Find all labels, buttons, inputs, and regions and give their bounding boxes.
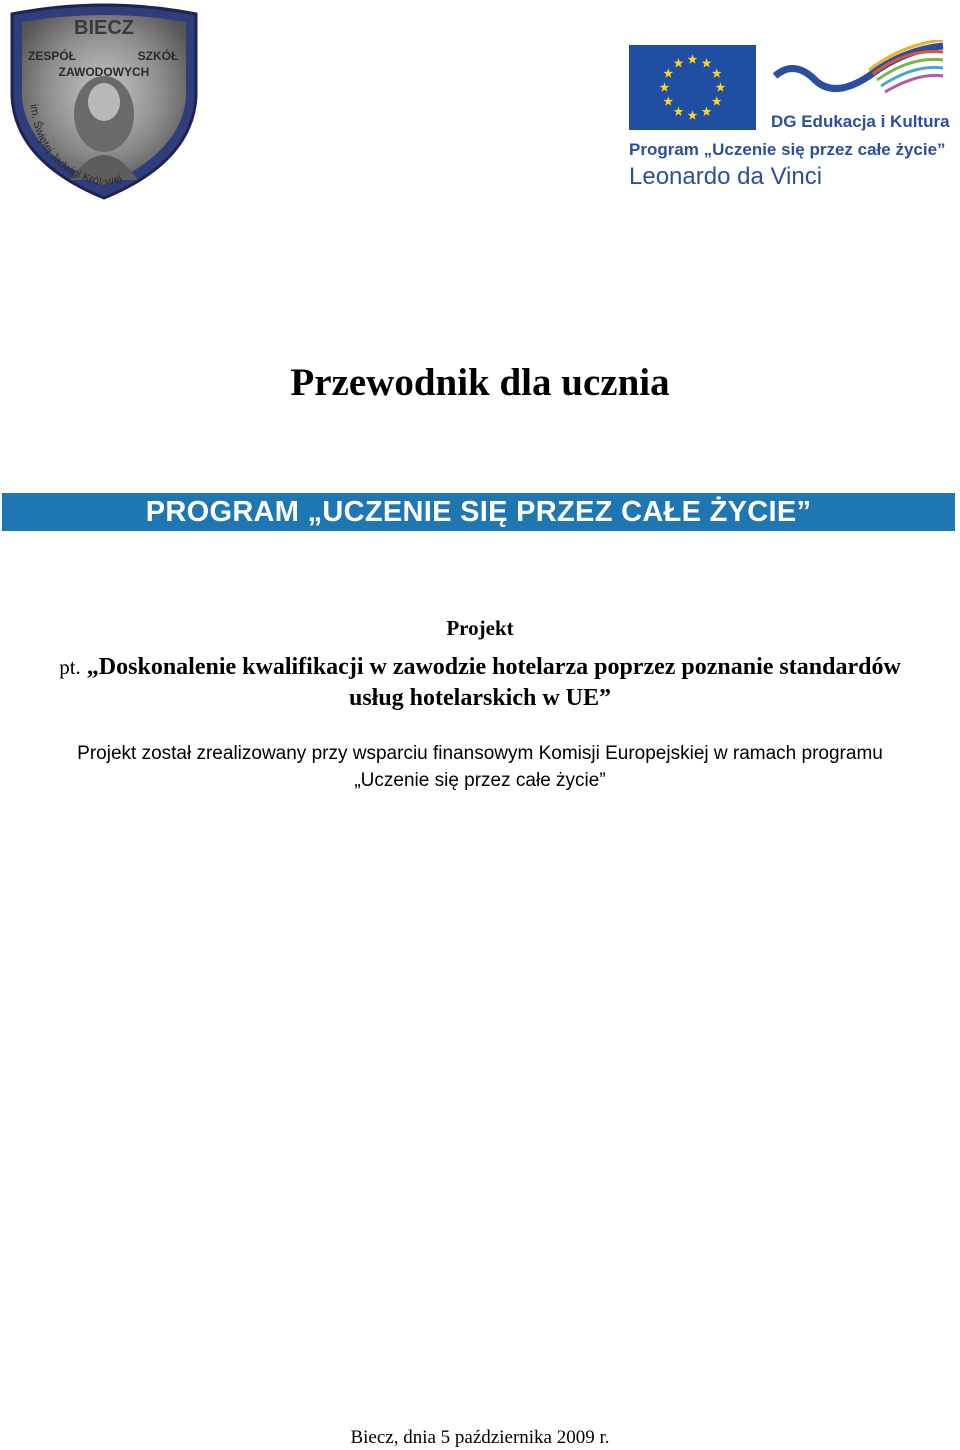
crest-text: SZKÓŁ <box>137 49 179 63</box>
eu-flag-logo <box>629 45 756 130</box>
crest-text: im. Świętej Jadwigi Królowej <box>27 103 124 190</box>
funding-line: Projekt został zrealizowany przy wsparciu finansowym Komisji Europejskiej w ramach programu <box>77 743 883 764</box>
place-date: Biecz, dnia 5 października 2009 r. <box>350 1427 610 1448</box>
program-banner-text: PROGRAM „UCZENIE SIĘ PRZEZ CAŁE ŻYCIE” <box>145 496 812 528</box>
project-prefix: pt. <box>59 655 81 679</box>
project-label: Projekt <box>446 616 514 640</box>
funding-statement <box>0 740 960 794</box>
project-title-text: „Doskonalenie kwalifikacji w zawodzie hotelarza poprzez poznanie standardów usług hotelarskich w UE” <box>86 654 901 711</box>
crest-text: ZAWODOWYCH <box>58 65 150 79</box>
school-crest-logo <box>6 2 202 202</box>
leonardo-swoosh-logo <box>773 40 945 110</box>
program-label: Program „Uczenie się przez całe życie” <box>629 140 946 159</box>
crest-text: ZESPÓŁ <box>27 49 77 63</box>
leonardo-name-label: Leonardo da Vinci <box>629 163 823 190</box>
funding-line: „Uczenie się przez całe życie” <box>354 770 606 791</box>
program-banner <box>2 493 955 531</box>
dg-education-label: DG Edukacja i Kultura <box>771 112 950 131</box>
page-title: Przewodnik dla ucznia <box>290 361 670 404</box>
project-title <box>40 652 920 714</box>
crest-text: BIECZ <box>74 17 134 39</box>
